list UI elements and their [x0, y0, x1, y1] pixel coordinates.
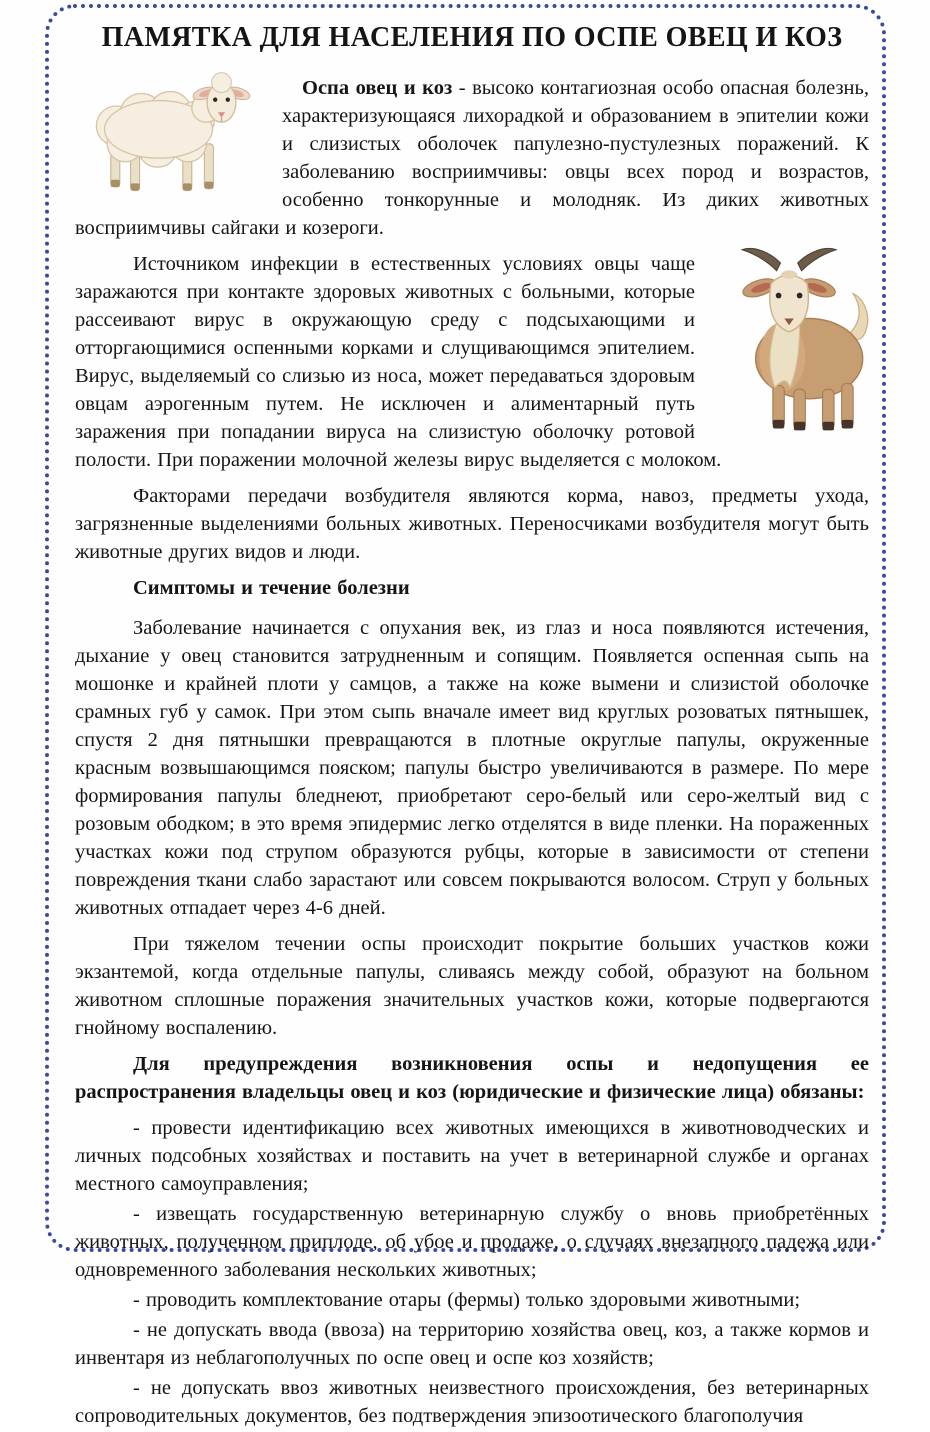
- list-item-notify-vet-service: - извещать государственную ветеринарную службу о вновь приобретённых животных, полученном приплоде, об убое и продаже, о случаях внезапного падежа или одновременного заболевания нескольких животных;: [75, 1203, 869, 1281]
- prevention-heading: Для предупреждения возникновения оспы и недопущения ее распространения владельцы овец и коз (юридические и физические лица) обязаны:: [75, 1053, 869, 1103]
- list-item-healthy-flock: - проводить комплектование отары (фермы) только здоровыми животными;: [133, 1289, 801, 1311]
- symptoms-heading: Симптомы и течение болезни: [133, 577, 410, 599]
- page-title: ПАМЯТКА ДЛЯ НАСЕЛЕНИЯ ПО ОСПЕ ОВЕЦ И КОЗ: [101, 22, 843, 53]
- intro-lead-bold: Оспа овец и коз: [302, 77, 453, 99]
- paragraph-intro: [75, 74, 869, 242]
- sheep-illustration: [65, 70, 270, 196]
- paragraph-infection-source: [75, 250, 869, 474]
- list-item-no-unknown-origin: - не допускать ввоз животных неизвестного происхождения, без ветеринарных сопроводительных документов, без подтверждения эпизоотического благополучия: [75, 1377, 869, 1427]
- list-item-no-import-unsafe-farms: - не допускать ввода (ввоза) на территорию хозяйства овец, коз, а также кормов и инвентаря из неблагополучных по оспе овец и оспе коз хозяйств;: [75, 1319, 869, 1369]
- goat-illustration: [707, 242, 875, 438]
- paragraph-severe-course: При тяжелом течении оспы происходит покрытие больших участков кожи экзантемой, когда отдельные папулы, сливаясь между собой, образуют на больном животном сплошные поражения значительных участков кожи, которые подвергаются гнойному воспалению.: [75, 933, 869, 1039]
- intro-lead-rest: - высоко контагиозная особо опасная болезнь, характеризующаяся лихорадкой и образованием в эпителии кожи и слизистых оболочек папулезно-пустулезных поражений. К заболеванию восприимчивы: овцы всех пород и возрастов, особенно тонкорунные и молодняк. Из диких животных восприимчивы сайгаки и козероги.: [75, 77, 870, 239]
- leaflet-content: [75, 22, 869, 1432]
- paragraph-transmission-factors: Факторами передачи возбудителя являются корма, навоз, предметы ухода, загрязненные выделениями больных животных. Переносчиками возбудителя могут быть животные других видов и люди.: [75, 485, 869, 563]
- infection-source-text: Источником инфекции в естественных условиях овцы чаще заражаются при контакте здоровых животных с больными, которые рассеивают вирус в окружающую среду с подсыхающими и отторгающимися оспенными корками и слущивающимся эпителием. Вирус, выделяемый со слизью из носа, может передаваться здоровым овцам аэрогенным путем. Не исключен и алиментарный путь заражения при попадании вируса на слизистую оболочку ротовой полости. При поражении молочной железы вирус выделяется с молоком.: [75, 253, 722, 471]
- list-item-identification: - провести идентификацию всех животных имеющихся в животноводческих и личных подсобных хозяйствах и поставить на учет в ветеринарной службе и органах местного самоуправления;: [75, 1117, 869, 1195]
- paragraph-symptoms-course: Заболевание начинается с опухания век, из глаз и носа появляются истечения, дыхание у овец становится затрудненным и сопящим. Появляется оспенная сыпь на мошонке и крайней плоти у самцов, а также на коже вымени и слизистой оболочке срамных губ у самок. При этом сыпь вначале имеет вид круглых розоватых пятнышек, спустя 2 дня пятнышки превращаются в плотные округлые папулы, окруженные красным возвышающимся пояском; папулы быстро увеличиваются в размере. По мере формирования папулы бледнеют, приобретают серо-белый или серо-желтый вид с розовым ободком; в это время эпидермис легко отделятся в виде пленки. На пораженных участках кожи под струпом образуются рубцы, которые в зависимости от степени повреждения ткани слабо зарастают или совсем покрываются волосом. Струп у больных животных отпадает через 4-6 дней.: [75, 617, 869, 919]
